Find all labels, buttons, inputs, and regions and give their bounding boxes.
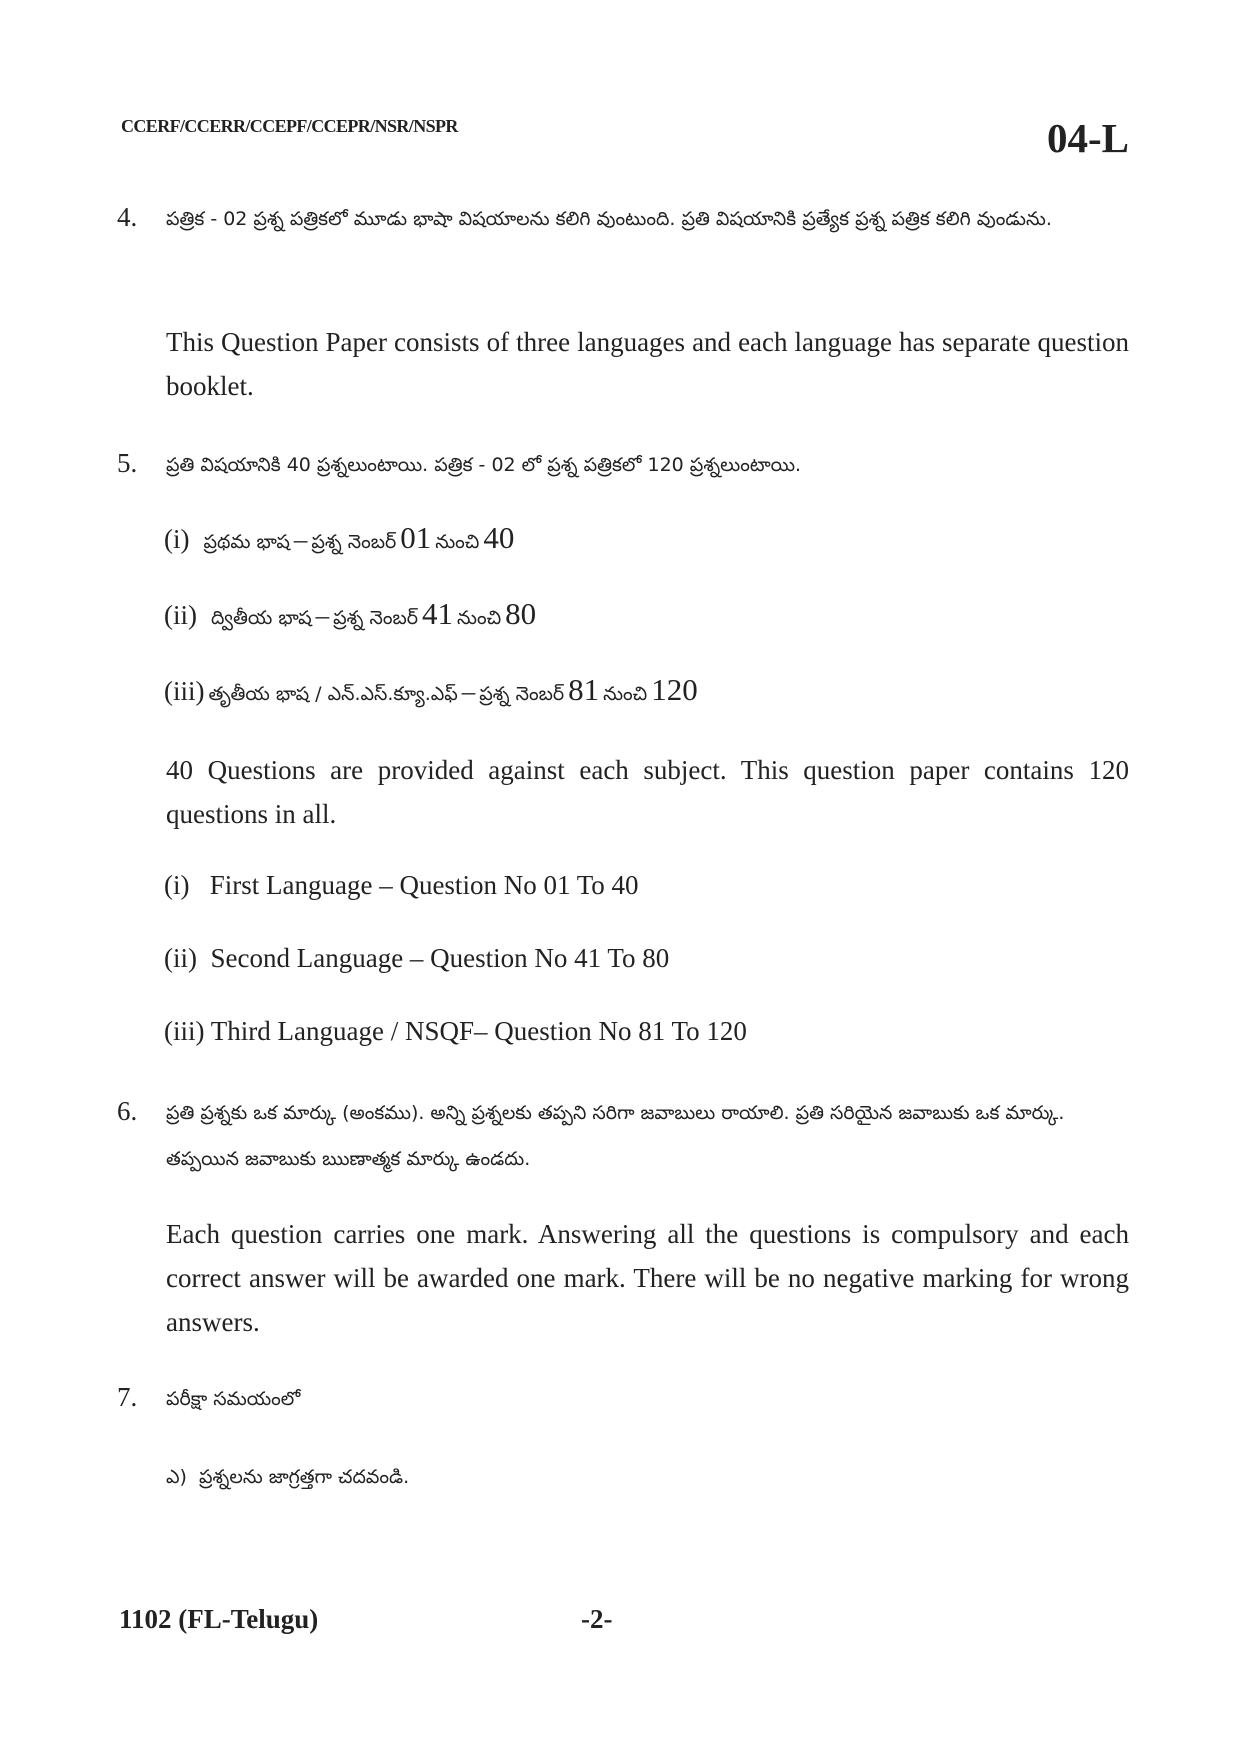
list-marker: (i): [164, 870, 190, 900]
dash: –: [293, 524, 308, 554]
section-5-number: 5.: [117, 448, 138, 478]
page-number: -2-: [581, 1604, 613, 1634]
section-6-number: 6.: [117, 1096, 138, 1126]
dash: –: [461, 676, 476, 706]
telugu-list-item: [164, 672, 698, 710]
section-7-sub-item: [166, 1454, 409, 1500]
question-number-label: ప్రశ్న నెంబర్: [333, 607, 419, 629]
section-5-english: 40 Questions are provided against each subject. This question paper contains 120 questions in all.: [166, 755, 1129, 829]
list-marker: (ii): [164, 943, 197, 973]
footer-paper-code: 1102 (FL-Telugu): [119, 1604, 319, 1634]
language-label: ప్రథమ భాష: [203, 531, 290, 553]
range-to-word: నుంచి: [603, 683, 648, 705]
section-4-number: 4.: [117, 202, 138, 232]
question-number-label: ప్రశ్న నెంబర్: [479, 683, 565, 705]
english-list-item: [164, 943, 669, 974]
range-end: 120: [651, 672, 698, 707]
header-codes: CCERF/CCERR/CCEPF/CCEPR/NSR/NSPR: [121, 116, 458, 136]
english-list-item: [164, 870, 639, 901]
section-7-number: 7.: [117, 1382, 138, 1412]
list-marker: (i): [164, 524, 190, 554]
list-text: Second Language – Question No 41 To 80: [210, 943, 670, 973]
section-5-telugu: ప్రతి విషయానికి 40 ప్రశ్నలుంటాయి. పత్రిక - 02 లో ప్రశ్న పత్రికలో 120 ప్రశ్నలుంటాయి.: [166, 454, 802, 476]
list-text: First Language – Question No 01 To 40: [209, 870, 639, 900]
sub-item-text: ప్రశ్నలను జాగ్రత్తగా చదవండి.: [199, 1466, 410, 1488]
range-start: 41: [422, 596, 454, 631]
section-6-telugu: ప్రతి ప్రశ్నకు ఒక మార్కు (అంకము). అన్ని ప్రశ్నలకు తప్పని సరిగా జవాబులు రాయాలి. ప్రతి సరియైన జవాబుకు ఒక మార్కు. తప్పయిన జవాబుకు ఋణాత్మక మార్కు ఉండదు.: [166, 1102, 1065, 1170]
section-7-telugu: పరీక్షా సమయంలో: [166, 1388, 301, 1410]
question-number-label: ప్రశ్న నెంబర్: [311, 531, 397, 553]
range-end: 40: [483, 520, 515, 555]
language-label: ద్వితీయ భాష: [211, 607, 312, 629]
range-to-word: నుంచి: [435, 531, 480, 553]
list-marker: (ii): [164, 600, 197, 630]
range-to-word: నుంచి: [457, 607, 502, 629]
range-end: 80: [505, 596, 537, 631]
paper-set-code: 04-L: [1047, 115, 1129, 161]
list-marker: (iii): [164, 676, 205, 706]
range-start: 81: [568, 672, 600, 707]
english-list-item: [164, 1016, 747, 1047]
list-marker: (iii): [164, 1016, 205, 1046]
section-4-telugu: పత్రిక - 02 ప్రశ్న పత్రికలో మూడు భాషా విషయాలను కలిగి వుంటుంది. ప్రతి విషయానికి ప్రత్యేక ప్రశ్న పత్రిక కలిగి వుండును.: [166, 208, 1052, 230]
telugu-list-item: [164, 596, 536, 634]
sub-item-marker: ఎ): [166, 1466, 187, 1488]
section-6-english: Each question carries one mark. Answering all the questions is compulsory and each correct answer will be awarded one mark. There will be no negative marking for wrong answers.: [166, 1219, 1129, 1337]
list-text: Third Language / NSQF– Question No 81 To 120: [210, 1016, 747, 1046]
range-start: 01: [400, 520, 432, 555]
section-4-english: This Question Paper consists of three languages and each language has separate question booklet.: [166, 327, 1129, 401]
language-label: తృతీయ భాష / ఎన్.ఎస్.క్యూ.ఎఫ్: [208, 683, 458, 705]
dash: –: [315, 600, 330, 630]
telugu-list-item: [164, 520, 514, 558]
